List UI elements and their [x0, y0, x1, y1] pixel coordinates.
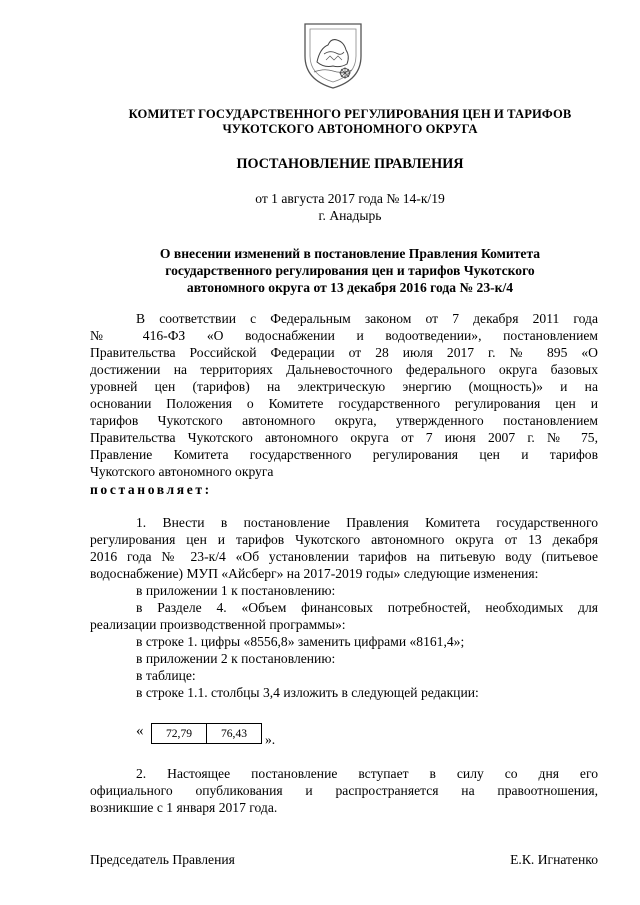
- change-section4-cont: реализации производственной программы»:: [90, 617, 346, 632]
- item2-line: возникшие с 1 января 2017 года.: [90, 800, 278, 815]
- item1-line: регулирования цен и тарифов Чукотского автономного округа от 13 декабря: [90, 532, 598, 547]
- committee-name-line2: ЧУКОТСКОГО АВТОНОМНОГО ОКРУГА: [222, 122, 478, 136]
- table-cell-col3: 72,79: [152, 724, 207, 744]
- table-cell-col4: 76,43: [207, 724, 262, 744]
- tariff-table: [151, 723, 262, 744]
- signature-name: Е.К. Игнатенко: [510, 852, 598, 867]
- item1-line: водоснабжение) МУП «Айсберг» на 2017-2019 годы» следующие изменения:: [90, 566, 539, 581]
- change-in-table: в таблице:: [136, 668, 196, 683]
- committee-name-line1: КОМИТЕТ ГОСУДАРСТВЕННОГО РЕГУЛИРОВАНИЯ ЦЕН И ТАРИФОВ: [128, 107, 572, 121]
- change-row1: в строке 1. цифры «8556,8» заменить цифрами «8161,4»;: [136, 634, 465, 649]
- table-row: [152, 724, 262, 744]
- table-open-quote: «: [136, 723, 144, 739]
- preamble-line: основании Положения о Комитете государственного регулирования цен и: [90, 396, 598, 411]
- preamble-line: Правление Комитета государственного регулирования цен и тарифов: [90, 447, 598, 462]
- document-title: ПОСТАНОВЛЕНИЕ ПРАВЛЕНИЯ: [236, 156, 464, 172]
- item2-line: официального опубликования и распространяется на правоотношения,: [90, 783, 598, 798]
- preamble-line: Правительства Российской Федерации от 28 июля 2017 г. № 895 «О: [90, 345, 598, 360]
- preamble-line: Чукотского автономного округа: [90, 464, 274, 479]
- subject-line: государственного регулирования цен и тарифов Чукотского: [165, 263, 535, 278]
- preamble-line: тарифов Чукотского автономного округа, утвержденного постановлением: [90, 413, 598, 428]
- table-close-quote: ».: [265, 732, 276, 747]
- item1-line: 1. Внести в постановление Правления Комитета государственного: [136, 515, 598, 530]
- document-city: г. Анадырь: [318, 208, 382, 223]
- document-date-number: от 1 августа 2017 года № 14-к/19: [255, 191, 445, 206]
- item2-line: 2. Настоящее постановление вступает в силу со дня его: [136, 766, 598, 781]
- change-section4: в Разделе 4. «Объем финансовых потребностей, необходимых для: [136, 600, 598, 615]
- coat-of-arms-icon: [300, 18, 366, 90]
- change-appendix2: в приложении 2 к постановлению:: [136, 651, 336, 666]
- subject-line: автономного округа от 13 декабря 2016 года № 23-к/4: [186, 280, 514, 295]
- preamble-line: достижении на территориях Дальневосточного федерального округа базовых: [90, 362, 598, 377]
- preamble-line: Правительства Чукотского автономного округа от 7 июня 2007 г. № 75,: [90, 430, 598, 445]
- subject-line: О внесении изменений в постановление Правления Комитета: [159, 246, 541, 261]
- change-appendix1: в приложении 1 к постановлению:: [136, 583, 336, 598]
- item1-line: 2016 года № 23-к/4 «Об установлении тарифов на питьевую воду (питьевое: [90, 549, 598, 564]
- preamble-line: уровней цен (тарифов) на электрическую энергию (мощность)» и на: [90, 379, 598, 394]
- resolves-word: постановляет:: [90, 482, 212, 497]
- signature-position: Председатель Правления: [90, 852, 235, 867]
- preamble-line: В соответствии с Федеральным законом от 7 декабря 2011 года: [136, 311, 598, 326]
- preamble-line: № 416-ФЗ «О водоснабжении и водоотведении», постановлением: [90, 328, 598, 343]
- change-row11: в строке 1.1. столбцы 3,4 изложить в следующей редакции:: [136, 685, 479, 700]
